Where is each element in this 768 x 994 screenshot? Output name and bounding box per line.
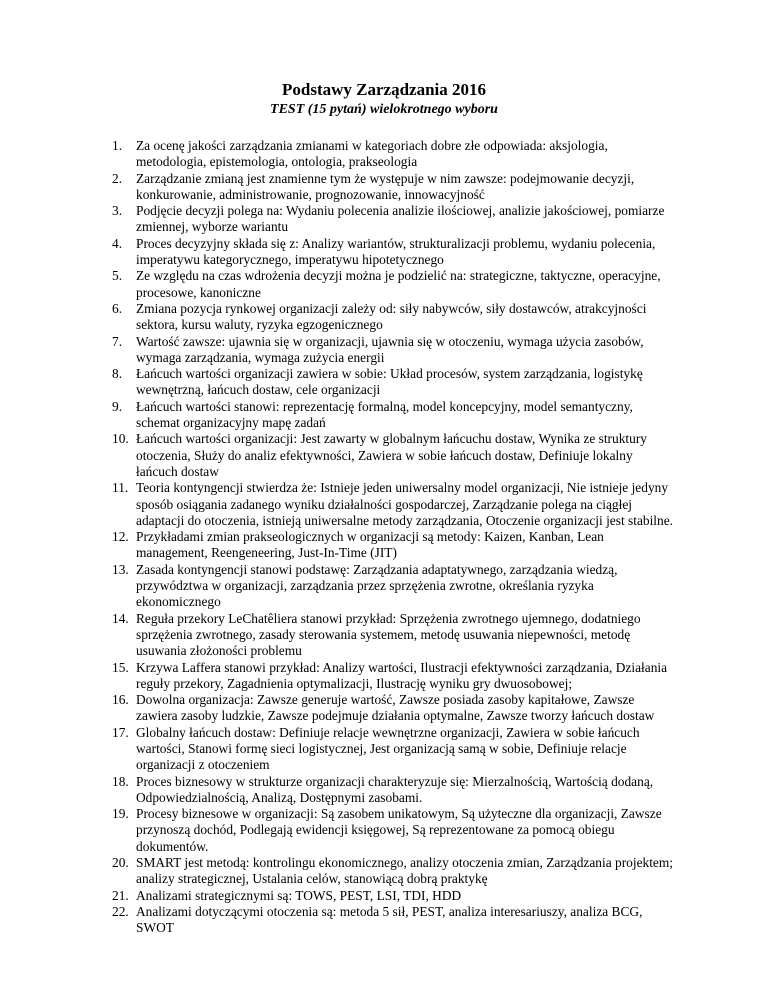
question-item <box>112 529 674 562</box>
question-item <box>112 236 674 269</box>
question-number: 22. <box>112 903 129 919</box>
question-item <box>112 611 674 660</box>
question-text: Dowolna organizacja: Zawsze generuje wartość, Zawsze posiada zasoby kapitałowe, Zawsze zawiera zasoby ludzkie, Zawsze podejmuje działania optymalne, Zawsze tworzy łańcuch dostaw <box>136 692 655 724</box>
question-item <box>112 431 674 480</box>
question-item <box>112 692 674 725</box>
document-subtitle: TEST (15 pytań) wielokrotnego wyboru <box>270 102 498 117</box>
question-text: Łańcuch wartości stanowi: reprezentację formalną, model koncepcyjny, model semantyczny, schemat organizacyjny mapę zadań <box>136 398 633 431</box>
question-number: 2. <box>112 170 123 186</box>
question-number: 19. <box>112 806 129 822</box>
question-text: Łańcuch wartości organizacji: Jest zawarty w globalnym łańcuchu dostaw, Wynika ze struktury otoczenia, Służy do analiz efektywności, Zawiera w sobie łańcuch dostaw, Definiuje lokalny łańcuch dostaw <box>136 431 647 479</box>
question-number: 7. <box>112 333 123 349</box>
question-text: Podjęcie decyzji polega na: Wydaniu polecenia analizie ilościowej, analizie jakościowej, pomiarze zmiennej, wyborze wariantu <box>136 203 665 235</box>
question-item <box>112 855 674 888</box>
question-item <box>112 138 674 171</box>
question-number: 5. <box>112 268 123 284</box>
question-number: 10. <box>112 431 129 447</box>
question-item <box>112 366 674 399</box>
question-item <box>112 660 674 693</box>
question-text: Za ocenę jakości zarządzania zmianami w kategoriach dobre złe odpowiada: aksjologia, metodologia, epistemologia, ontologia, prakseologia <box>136 138 608 170</box>
question-text: Reguła przekory LeChatêliera stanowi przykład: Sprzężenia zwrotnego ujemnego, dodatniego sprzężenia zwrotnego, zasady sterowania systemem, metodę usuwania niepewności, metodę usuwania złożoności problemu <box>136 610 641 659</box>
question-item <box>112 806 674 855</box>
question-text: Proces biznesowy w strukturze organizacji charakteryzuje się: Mierzalnością, Wartością dodaną, Odpowiedzialnością, Analizą, Dostępnymi zasobami. <box>136 773 654 805</box>
question-number: 13. <box>112 561 129 577</box>
question-number: 1. <box>112 138 123 153</box>
question-number: 6. <box>112 300 123 316</box>
question-item <box>112 562 674 611</box>
question-number: 16. <box>112 692 129 708</box>
question-number: 9. <box>112 398 123 414</box>
question-text: Zmiana pozycja rynkowej organizacji zależy od: siły nabywców, siły dostawców, atrakcyjności sektora, kursu waluty, ryzyka egzogenicznego <box>136 300 647 333</box>
question-number: 11. <box>112 480 129 496</box>
question-number: 15. <box>112 659 129 675</box>
question-list <box>112 138 674 937</box>
question-item <box>112 904 674 937</box>
question-number: 14. <box>112 610 129 626</box>
question-number: 17. <box>112 724 129 740</box>
question-number: 18. <box>112 773 129 789</box>
question-text: Analizami dotyczącymi otoczenia są: metoda 5 sił, PEST, analiza interesariuszy, analiza BCG, SWOT <box>136 903 643 936</box>
question-text: Wartość zawsze: ujawnia się w organizacji, ujawnia się w otoczeniu, wymaga użycia zasobów, wymaga zarządzania, wymaga zużycia energii <box>136 333 644 365</box>
question-text: Zarządzanie zmianą jest znamienne tym że występuje w nim zawsze: podejmowanie decyzji, konkurowanie, administrowanie, prognozowanie, innowacyjność <box>136 170 635 202</box>
question-text: Teoria kontyngencji stwierdza że: Istnieje jeden uniwersalny model organizacji, Nie istnieje jedyny sposób osiągania zadanego wyniku działalności gospodarczej, Zarządzanie polega na ciągłej adaptacji do otoczenia, istnieją uniwersalne metody zarządzania, Otoczenie organizacji jest stabilne. <box>136 480 674 528</box>
question-text: Proces decyzyjny składa się z: Analizy wariantów, strukturalizacji problemu, wydaniu polecenia, imperatywu kategorycznego, imperatywu hipotetycznego <box>136 235 656 268</box>
question-number: 8. <box>112 366 123 382</box>
question-text: Zasada kontyngencji stanowi podstawę: Zarządzania adaptatywnego, zarządzania wiedzą, przywództwa w organizacji, zarządzania przez sprzężenia zwrotne, określania ryzyka ekonomicznego <box>136 561 618 610</box>
question-item <box>112 888 674 904</box>
question-number: 21. <box>112 887 129 903</box>
question-item <box>112 774 674 807</box>
document-title: Podstawy Zarządzania 2016 <box>282 80 486 99</box>
question-item <box>112 268 674 301</box>
question-number: 20. <box>112 855 129 871</box>
question-text: Globalny łańcuch dostaw: Definiuje relacje wewnętrzne organizacji, Zawiera w sobie łańcuch wartości, Stanowi formę sieci logistycznej, Jest organizacją samą w sobie, Definiuje relacje organizacji z otoczeniem <box>136 724 640 773</box>
question-item <box>112 334 674 367</box>
question-number: 4. <box>112 235 123 251</box>
question-text: SMART jest metodą: kontrolingu ekonomicznego, analizy otoczenia zmian, Zarządzania projektem; analizy strategicznej, Ustalania celów, stanowiącą dobrą praktykę <box>136 855 674 887</box>
question-item <box>112 203 674 236</box>
question-item <box>112 725 674 774</box>
question-text: Przykładami zmian prakseologicznych w organizacji są metody: Kaizen, Kanban, Lean management, Reengeneering, Just-In-Time (JIT) <box>136 529 604 561</box>
question-item <box>112 301 674 334</box>
question-item <box>112 399 674 432</box>
question-item <box>112 171 674 204</box>
question-text: Procesy biznesowe w organizacji: Są zasobem unikatowym, Są użyteczne dla organizacji, Zawsze przynoszą dochód, Podlegają ewidencji księgowej, Są reprezentowane za pomocą obiegu dokumentów. <box>136 806 662 854</box>
question-text: Krzywa Laffera stanowi przykład: Analizy wartości, Ilustracji efektywności zarządzania, Działania reguły przekory, Zagadnienia optymalizacji, Ilustrację wyniku gry dwuosobowej; <box>136 659 668 691</box>
question-text: Łańcuch wartości organizacji zawiera w sobie: Układ procesów, system zarządzania, logistykę wewnętrzną, łańcuch dostaw, cele organizacji <box>136 366 643 398</box>
question-item <box>112 480 674 529</box>
question-number: 3. <box>112 203 123 219</box>
question-text: Ze względu na czas wdrożenia decyzji można je podzielić na: strategiczne, taktyczne, operacyjne, procesowe, kanoniczne <box>136 268 661 300</box>
question-text: Analizami strategicznymi są: TOWS, PEST, LSI, TDI, HDD <box>136 887 462 903</box>
question-number: 12. <box>112 529 129 545</box>
